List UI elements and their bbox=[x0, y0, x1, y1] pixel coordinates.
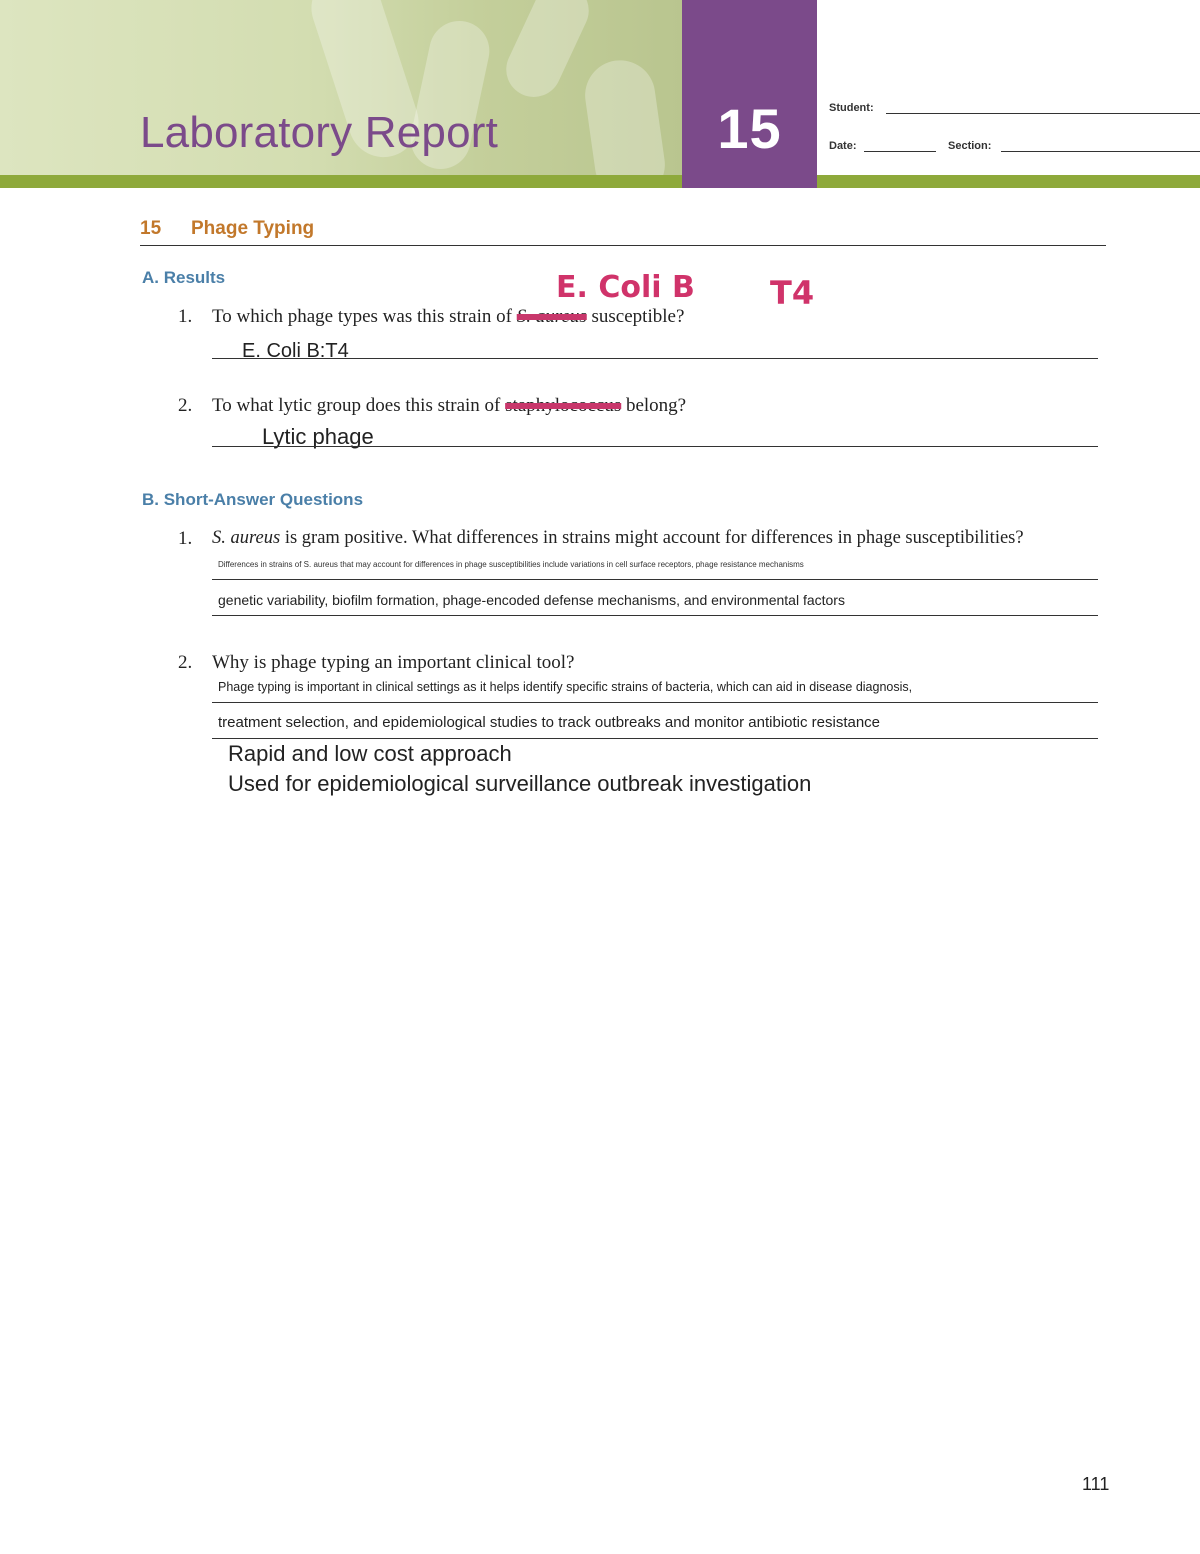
bacteria-decoration bbox=[581, 56, 670, 175]
question-text: To which phage types was this strain of bbox=[212, 306, 512, 327]
answer-line bbox=[212, 358, 1098, 359]
answer-line bbox=[212, 702, 1098, 703]
question-number: 1. bbox=[178, 306, 193, 327]
question-text: is gram positive. What differences in strains might account for differences in phage susceptibilities? bbox=[284, 528, 1024, 548]
short-answer-2-line-1[interactable]: Phage typing is important in clinical settings as it helps identify specific strains of bacteria, which can aid in disease diagnosis, bbox=[218, 680, 913, 694]
results-heading: A. Results bbox=[142, 268, 226, 287]
results-question-1 bbox=[212, 306, 684, 328]
short-answer-2-extra-1[interactable]: Rapid and low cost approach bbox=[228, 741, 512, 766]
question-text: To what lytic group does this strain of bbox=[212, 395, 501, 416]
date-label: Date: bbox=[829, 140, 857, 152]
short-answer-1-line-2[interactable]: genetic variability, biofilm formation, phage-encoded defense mechanisms, and environmental factors bbox=[218, 592, 845, 608]
section-label: Section: bbox=[948, 140, 992, 152]
section-number: 15 bbox=[140, 218, 162, 239]
handwritten-phage: T4 bbox=[770, 274, 815, 312]
page-number: 111 bbox=[1082, 1474, 1110, 1494]
answer-line bbox=[212, 615, 1098, 616]
question-text: susceptible? bbox=[591, 306, 685, 327]
answer-line bbox=[212, 579, 1098, 580]
report-title: Laboratory Report bbox=[140, 108, 499, 157]
student-label: Student: bbox=[829, 102, 874, 114]
handwritten-organism: E. Coli B bbox=[556, 270, 695, 305]
section-divider bbox=[140, 245, 1106, 246]
struck-text: staphylococcus bbox=[505, 395, 622, 416]
lab-number: 15 bbox=[717, 97, 782, 160]
section-field[interactable] bbox=[1001, 151, 1200, 152]
answer-line bbox=[212, 446, 1098, 447]
results-answer-2[interactable]: Lytic phage bbox=[262, 424, 374, 449]
header-accent-bar bbox=[817, 175, 1200, 188]
question-number: 2. bbox=[178, 395, 193, 416]
short-answer-question-1 bbox=[212, 528, 1024, 549]
short-answer-question-2: Why is phage typing an important clinical tool? bbox=[212, 652, 575, 673]
bacteria-decoration bbox=[497, 0, 598, 106]
header-accent-bar bbox=[0, 175, 682, 188]
short-answer-2-extra-2[interactable]: Used for epidemiological surveillance outbreak investigation bbox=[228, 771, 812, 796]
answer-line bbox=[212, 738, 1098, 739]
short-answer-2-line-2[interactable]: treatment selection, and epidemiological studies to track outbreaks and monitor antibiotic resistance bbox=[218, 714, 881, 731]
date-field[interactable] bbox=[864, 151, 936, 152]
italic-organism: S. aureus bbox=[212, 528, 281, 548]
section-title: Phage Typing bbox=[191, 218, 315, 239]
question-number: 1. bbox=[178, 528, 193, 549]
struck-text: S. aureus bbox=[516, 306, 587, 327]
student-field[interactable] bbox=[886, 113, 1200, 114]
short-answer-heading: B. Short-Answer Questions bbox=[142, 490, 364, 509]
results-question-2 bbox=[212, 395, 686, 417]
question-number: 2. bbox=[178, 652, 193, 673]
short-answer-1-line-1[interactable]: Differences in strains of S. aureus that may account for differences in phage susceptibilities include variations in cell surface receptors, phage resistance mechanisms bbox=[218, 560, 804, 569]
question-text: belong? bbox=[625, 395, 687, 416]
results-answer-1[interactable]: E. Coli B:T4 bbox=[242, 340, 349, 362]
